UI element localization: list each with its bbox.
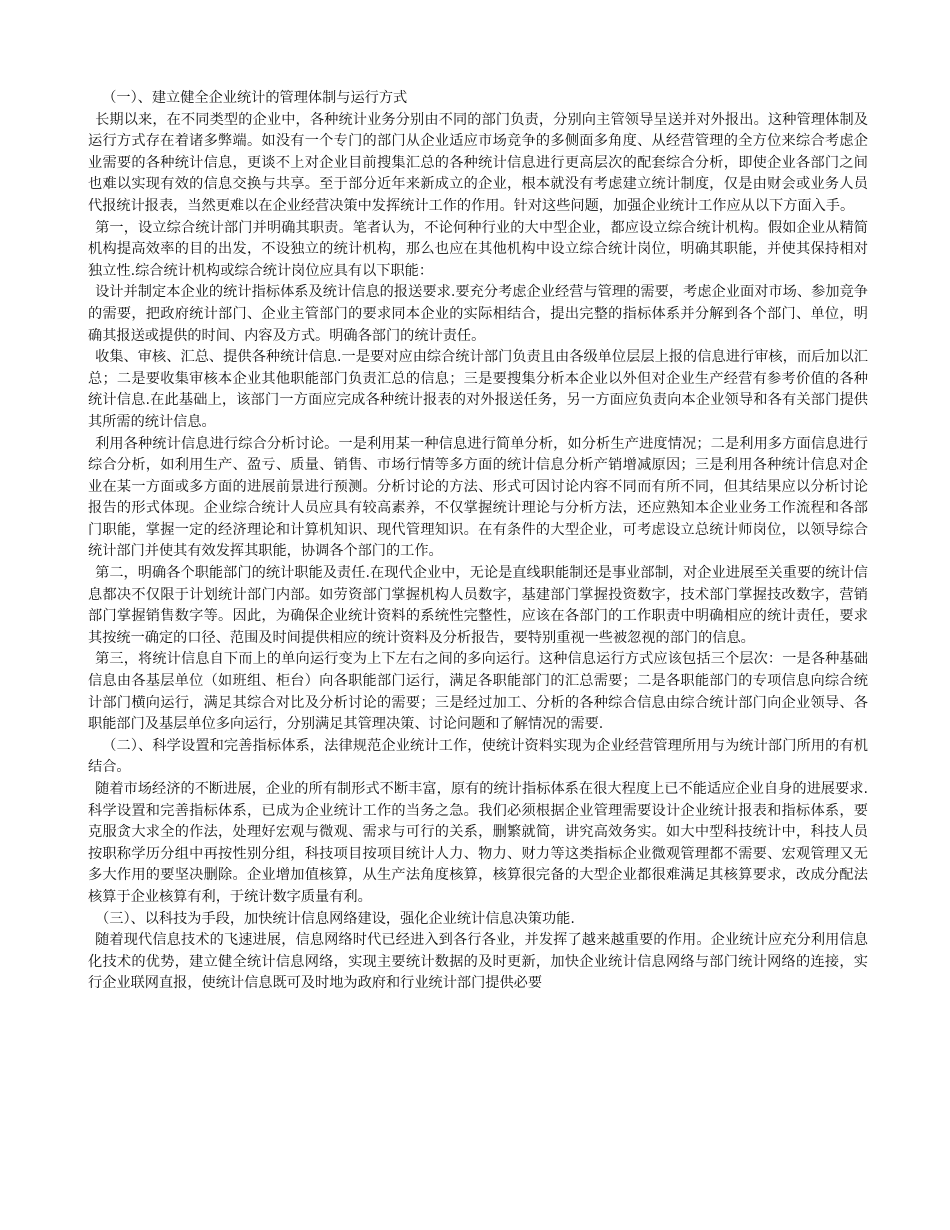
section-heading-1: （一）、建立健全企业统计的管理体制与运行方式 <box>102 90 408 106</box>
paragraph: 长期以来，在不同类型的企业中，各种统计业务分别由不同的部门负责，分别向主管领导呈送并对外报出。这种管理体制及运行方式存在着诸多弊端。如没有一个专门的部门从企业适应市场竞争的多侧面多角度、从经营管理的全方位来综合考虑企业需要的各种统计信息，更谈不上对企业目前搜集汇总的各种统计信息进行更高层次的配套综合分析，即使企业各部门之间也难以实现有效的信息交换与共享。至于部分近年来新成立的企业，根本就没有考虑建立统计制度，仅是由财会或业务人员代报统计报表，当然更难以在企业经营决策中发挥统计工作的作用。针对这些问题，加强企业统计工作应从以下方面入手。 <box>88 111 868 214</box>
paragraph: 收集、审核、汇总、提供各种统计信息.一是要对应由综合统计部门负责且由各级单位层层上报的信息进行审核，而后加以汇总；二是要收集审核本企业其他职能部门负责汇总的信息；三是要搜集分析本企业以外但对企业生产经营有参考价值的各种统计信息.在此基础上，该部门一方面应完成各种统计报表的对外报送任务，另一方面应负责向本企业领导和各有关部门提供其所需的统计信息。 <box>88 349 868 430</box>
paragraph: 随着现代信息技术的飞速进展，信息网络时代已经进入到各行各业，并发挥了越来越重要的作用。企业统计应充分利用信息化技术的优势，建立健全统计信息网络，实现主要统计数据的及时更新，加快企业统计信息网络与部门统计网络的连接，实行企业联网直报，使统计信息既可及时地为政府和行业统计部门提供必要 <box>88 932 868 992</box>
section-heading-2: （二）、科学设置和完善指标体系，法律规范企业统计工作，使统计资料实现为企业经营管理所用与为统计部门所用的有机结合。 <box>88 737 868 776</box>
paragraph: 第三，将统计信息自下而上的单向运行变为上下左右之间的多向运行。这种信息运行方式应该包括三个层次：一是各种基础信息由各基层单位（如班组、柜台）向各职能部门运行，满足各职能部门的汇总需要；二是各职能部门的专项信息向综合统计部门横向运行，满足其综合对比及分析讨论的需要；三是经过加工、分析的各种综合信息由综合统计部门向企业领导、各职能部门及基层单位多向运行，分别满足其管理决策、讨论问题和了解情况的需要. <box>88 651 868 733</box>
paragraph: 第二，明确各个职能部门的统计职能及责任.在现代企业中，无论是直线职能制还是事业部制，对企业进展至关重要的统计信息都决不仅限于计划统计部门内部。如劳资部门掌握机构人员数字，基建部门掌握投资数字，技术部门掌握技改数字，营销部门掌握销售数字等。因此，为确保企业统计资料的系统性完整性，应该在各部门的工作职责中明确相应的统计责任，要求其按统一确定的口径、范围及时间提供相应的统计资料及分析报告，要特别重视一些被忽视的部门的信息。 <box>88 565 868 646</box>
paragraph: 设计并制定本企业的统计指标体系及统计信息的报送要求.要充分考虑企业经营与管理的需要，考虑企业面对市场、参加竞争的需要，把政府统计部门、企业主管部门的要求同本企业的实际相结合，提出完整的指标体系并分解到各个部门、单位，明确其报送或提供的时间、内容及方式。明确各部门的统计责任。 <box>88 284 868 344</box>
section-heading-3: （三）、以科技为手段，加快统计信息网络建设，强化企业统计信息决策功能. <box>95 910 575 927</box>
paragraph: 第一，设立综合统计部门并明确其职责。笔者认为，不论何种行业的大中型企业，都应设立综合统计机构。假如企业从精简机构提高效率的目的出发，不设独立的统计机构，那么也应在其他机构中设立综合统计岗位，明确其职能，并使其保持相对独立性.综合统计机构或综合统计岗位应具有以下职能： <box>88 219 868 279</box>
document-body <box>88 88 868 995</box>
paragraph: 利用各种统计信息进行综合分析讨论。一是利用某一种信息进行简单分析，如分析生产进度情况；二是利用多方面信息进行综合分析，如利用生产、盈亏、质量、销售、市场行情等多方面的统计信息分析产销增减原因；三是利用各种统计信息对企业在某一方面或多方面的进展前景进行预测。分析讨论的方法、形式可因讨论内容不同而有所不同，但其结果应以分析讨论报告的形式体现。企业综合统计人员应具有较高素养，不仅掌握统计理论与分析方法，还应熟知本企业业务工作流程和各部门职能，掌握一定的经济理论和计算机知识、现代管理知识。在有条件的大型企业，可考虑设立总统计师岗位，以领导综合统计部门并使其有效发挥其职能，协调各个部门的工作。 <box>88 435 868 560</box>
paragraph: 随着市场经济的不断进展，企业的所有制形式不断丰富，原有的统计指标体系在很大程度上已不能适应企业自身的进展要求.科学设置和完善指标体系，已成为企业统计工作的当务之急。我们必须根据企业管理需要设计企业统计报表和指标体系，要克服贪大求全的作法，处理好宏观与微观、需求与可行的关系，删繁就简，讲究高效务实。如大中型科技统计中，科技人员按职称学历分组中再按性别分组，科技项目按项目统计人力、物力、财力等这类指标企业微观管理都不需要、宏观管理又无多大作用的要坚决删除。企业增加值核算，从生产法角度核算，核算很完备的大型企业都很难满足其核算要求，改成分配法核算于企业核算有利，于统计数字质量有利。 <box>88 781 868 905</box>
